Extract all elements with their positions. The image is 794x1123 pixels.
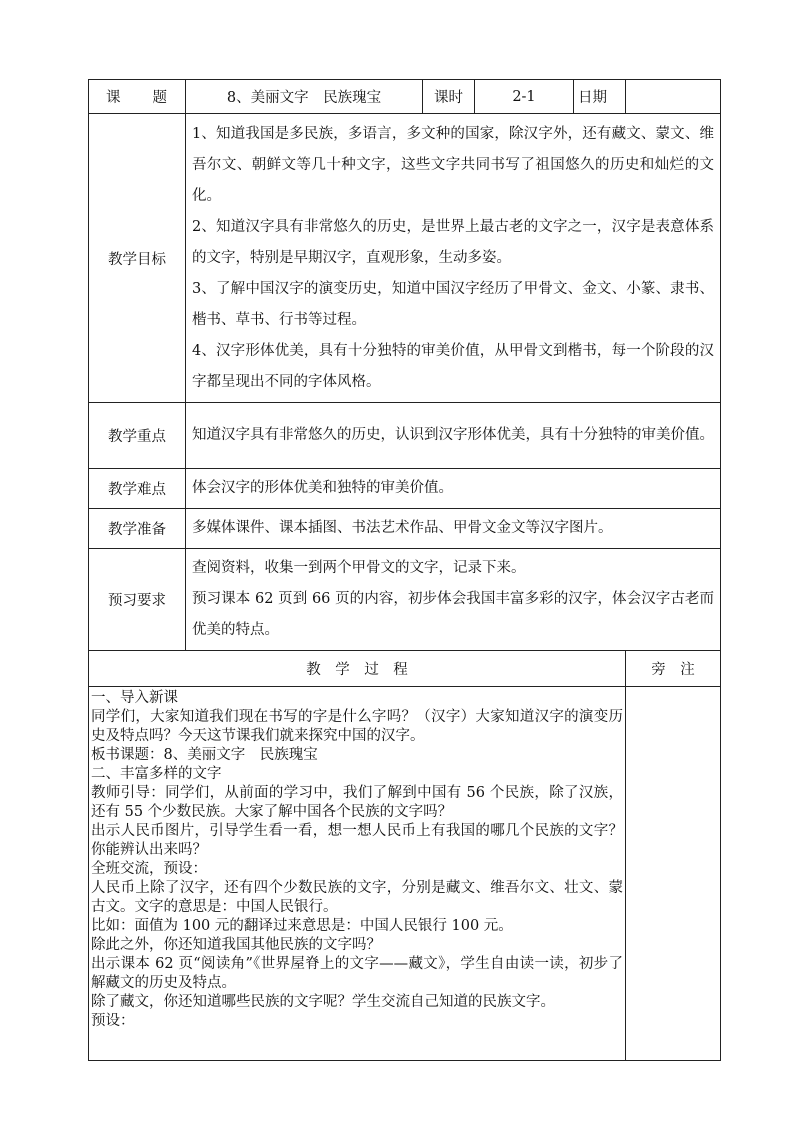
preview-item: 查阅资料，收集一到两个甲骨文的文字，记录下来。 bbox=[192, 560, 526, 576]
process-line: 出示人民币图片，引导学生看一看，想一想人民币上有我国的哪几个民族的文字？你能辨认出来吗？ bbox=[91, 823, 623, 858]
difficulties-text: 体会汉字的形体优美和独特的审美价值。 bbox=[186, 469, 721, 509]
goal-item: 3、了解中国汉字的演变历史，知道中国汉字经历了甲骨文、金文、小篆、隶书、楷书、草书、行书等过程。 bbox=[192, 280, 714, 328]
process-line: 除了藏文，你还知道哪些民族的文字呢？学生交流自己知道的民族文字。 bbox=[91, 994, 555, 1010]
goals-content bbox=[186, 114, 721, 403]
lesson-plan-table bbox=[88, 79, 721, 1061]
key-points-text: 知道汉字具有非常悠久的历史，认识到汉字形体优美，具有十分独特的审美价值。 bbox=[186, 403, 721, 469]
preview-label: 预习要求 bbox=[89, 549, 186, 651]
process-content bbox=[89, 687, 626, 1061]
process-line: 同学们，大家知道我们现在书写的字是什么字吗？（汉字）大家知道汉字的演变历史及特点吗？今天这节课我们就来探究中国的汉字。 bbox=[91, 709, 623, 744]
preparation-row bbox=[89, 509, 721, 549]
goal-item: 4、汉字形体优美，具有十分独特的审美价值，从甲骨文到楷书，每一个阶段的汉字都呈现出不同的字体风格。 bbox=[192, 342, 714, 390]
process-line: 人民币上除了汉字，还有四个少数民族的文字，分别是藏文、维吾尔文、壮文、蒙古文。文字的意思是：中国人民银行。 bbox=[91, 880, 623, 915]
process-line: 出示课本 62 页“阅读角”《世界屋脊上的文字——藏文》，学生自由读一读，初步了解藏文的历史及特点。 bbox=[91, 956, 623, 991]
process-line: 除此之外，你还知道我国其他民族的文字吗？ bbox=[91, 937, 381, 953]
process-line: 教师引导：同学们，从前面的学习中，我们了解到中国有 56 个民族，除了汉族，还有 55 个少数民族。大家了解中国各个民族的文字吗？ bbox=[91, 785, 623, 820]
key-points-row bbox=[89, 403, 721, 469]
process-body-row bbox=[89, 687, 721, 1061]
process-line: 比如：面值为 100 元的翻译过来意思是：中国人民银行 100 元。 bbox=[91, 918, 513, 934]
topic-label: 课 题 bbox=[89, 80, 186, 114]
process-line: 预设： bbox=[91, 1013, 135, 1029]
goals-row bbox=[89, 114, 721, 403]
preparation-text: 多媒体课件、课本插图、书法艺术作品、甲骨文金文等汉字图片。 bbox=[186, 509, 721, 549]
notes-title: 旁 注 bbox=[626, 651, 721, 687]
process-title: 教 学 过 程 bbox=[89, 651, 626, 687]
topic-value: 8、美丽文字 民族瑰宝 bbox=[186, 80, 423, 114]
process-line: 板书课题：8、美丽文字 民族瑰宝 bbox=[91, 747, 318, 763]
date-label: 日期 bbox=[574, 80, 626, 114]
preparation-label: 教学准备 bbox=[89, 509, 186, 549]
hours-label: 课时 bbox=[423, 80, 475, 114]
process-line: 一、导入新课 bbox=[91, 690, 178, 706]
difficulties-row bbox=[89, 469, 721, 509]
preview-row bbox=[89, 549, 721, 651]
preview-content bbox=[186, 549, 721, 651]
goals-label: 教学目标 bbox=[89, 114, 186, 403]
hours-value: 2-1 bbox=[475, 80, 574, 114]
date-value bbox=[626, 80, 721, 114]
notes-content bbox=[626, 687, 721, 1061]
key-points-label: 教学重点 bbox=[89, 403, 186, 469]
preview-item: 预习课本 62 页到 66 页的内容，初步体会我国丰富多彩的汉字，体会汉字古老而优美的特点。 bbox=[192, 591, 714, 638]
difficulties-label: 教学难点 bbox=[89, 469, 186, 509]
header-row bbox=[89, 80, 721, 114]
goal-item: 2、知道汉字具有非常悠久的历史，是世界上最古老的文字之一，汉字是表意体系的文字，特别是早期汉字，直观形象，生动多姿。 bbox=[192, 218, 714, 266]
process-line: 全班交流，预设： bbox=[91, 861, 207, 877]
process-line: 二、丰富多样的文字 bbox=[91, 766, 222, 782]
goal-item: 1、知道我国是多民族，多语言，多文种的国家，除汉字外，还有藏文、蒙文、维吾尔文、朝鲜文等几十种文字，这些文字共同书写了祖国悠久的历史和灿烂的文化。 bbox=[192, 125, 714, 204]
process-header-row bbox=[89, 651, 721, 687]
